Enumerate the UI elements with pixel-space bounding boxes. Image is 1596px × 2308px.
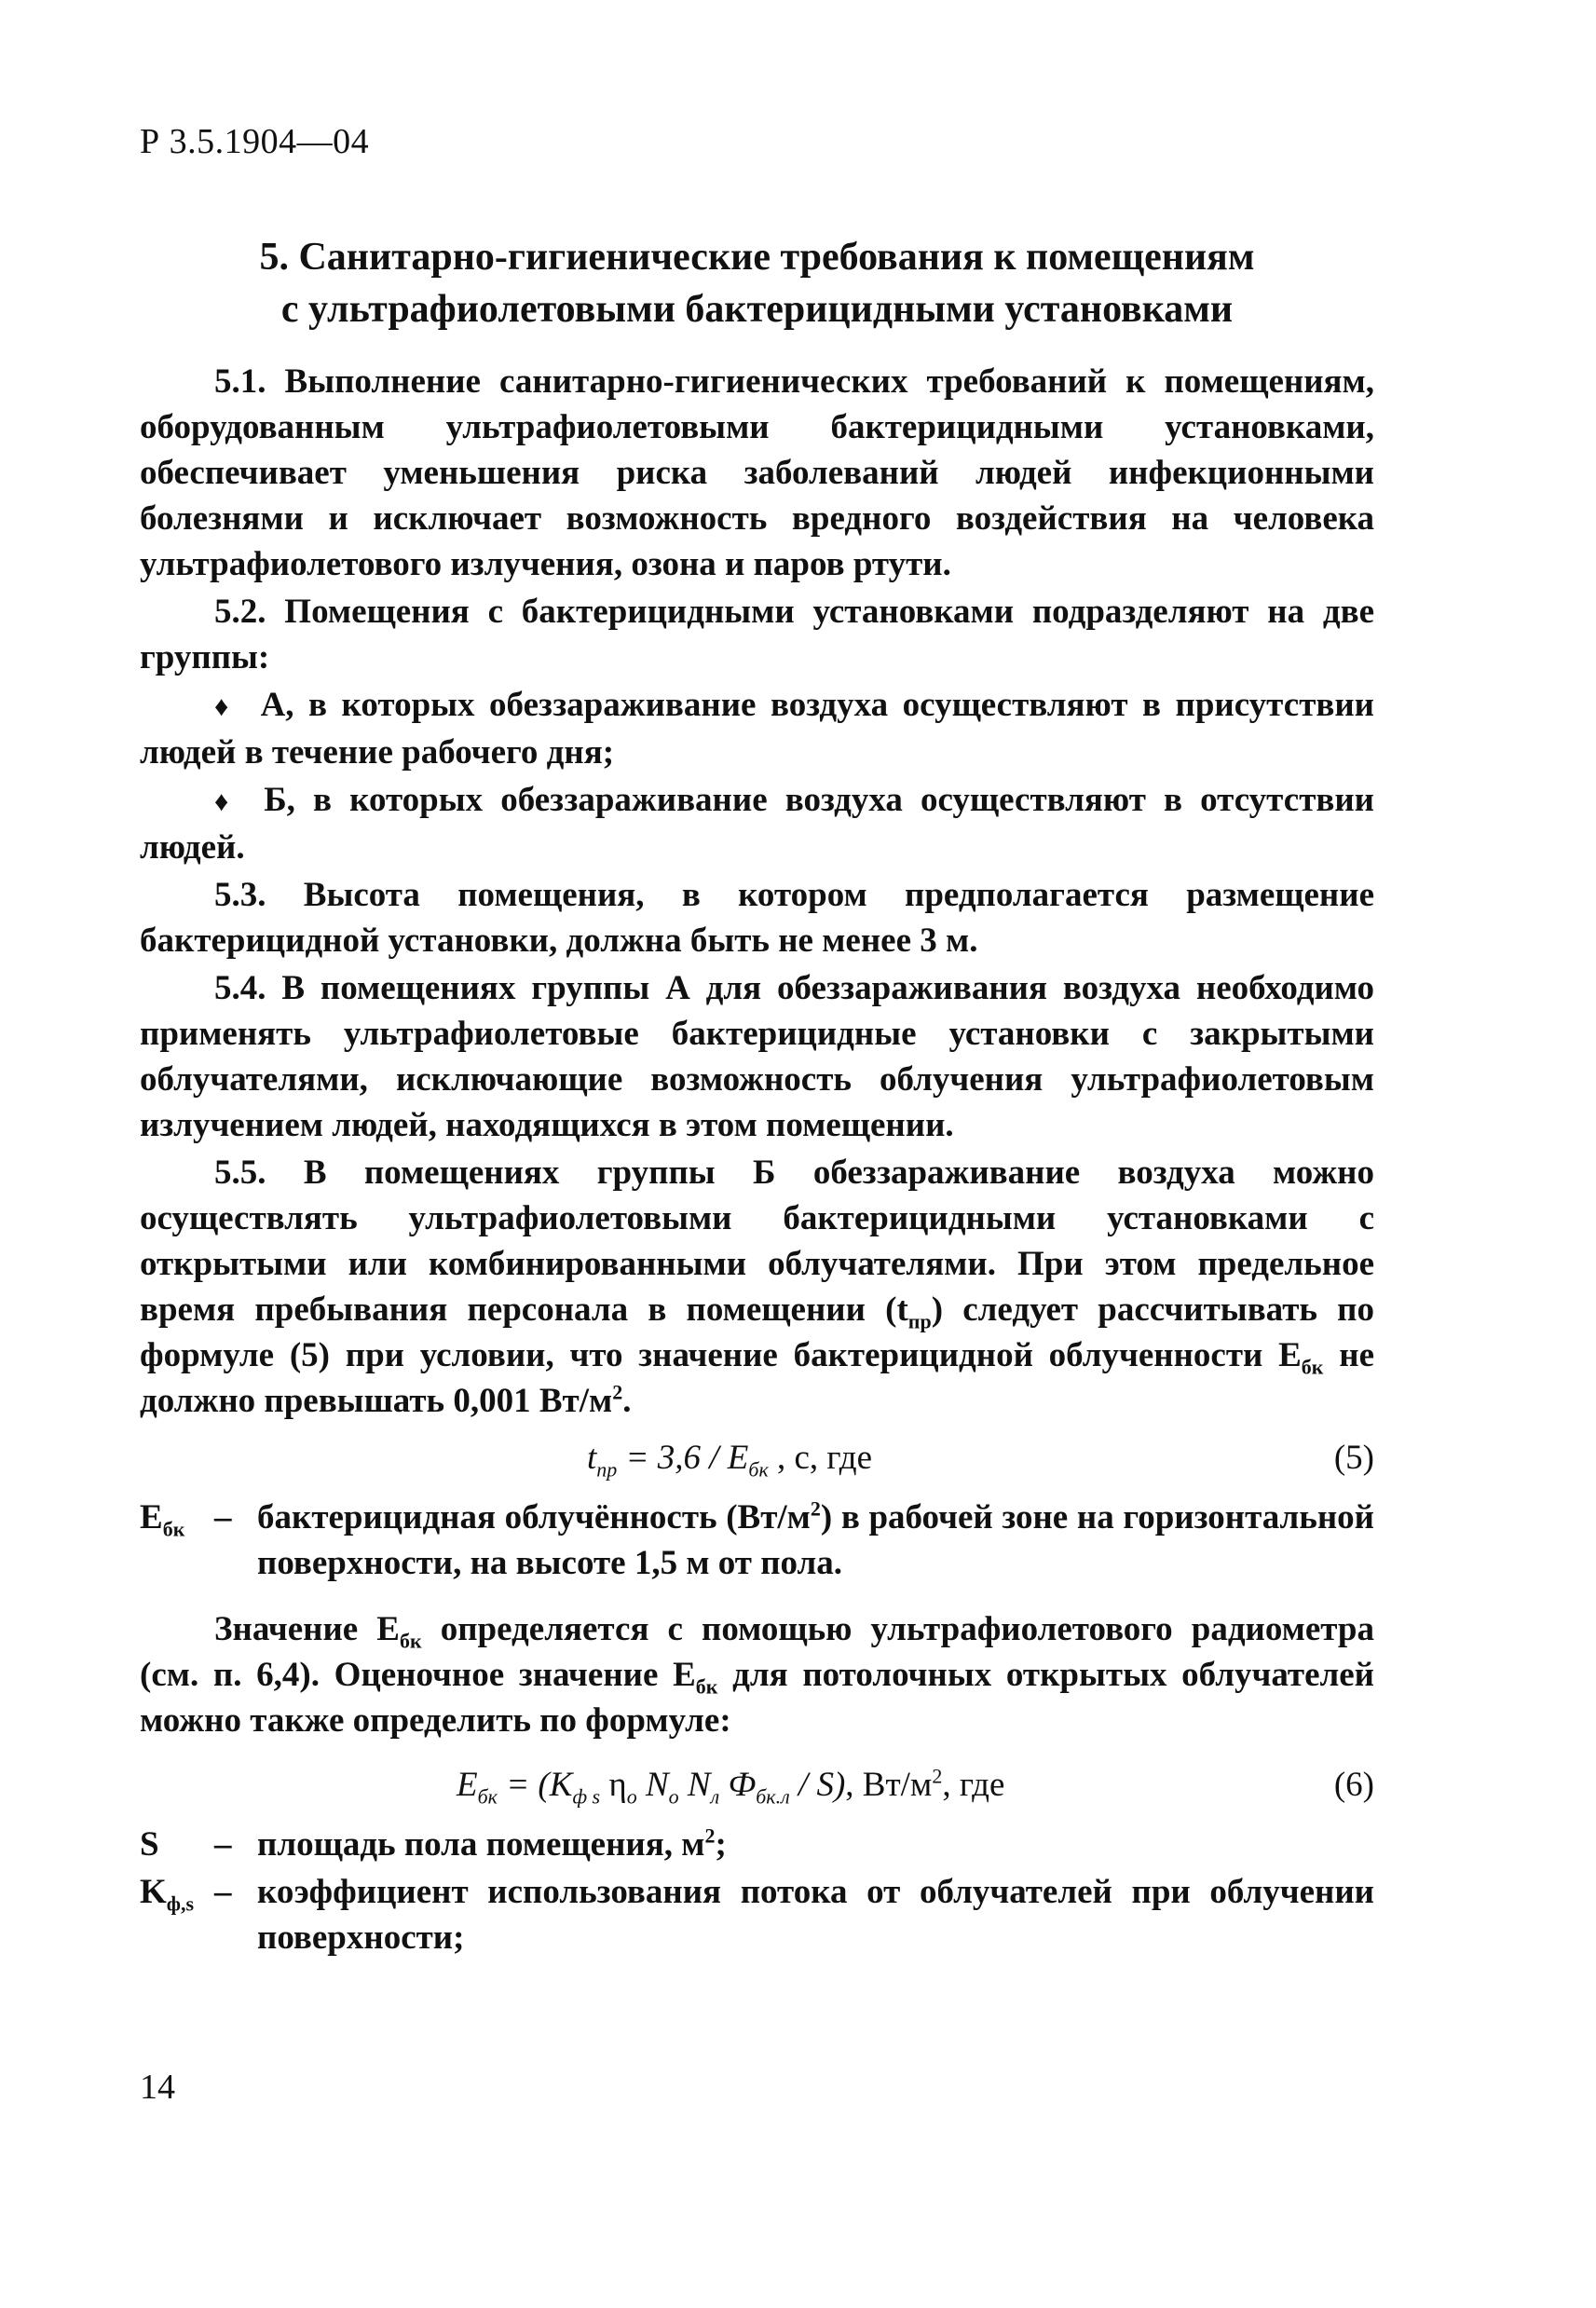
page-number: 14 <box>140 2068 175 2107</box>
p55-superscript: 2 <box>612 1380 623 1404</box>
def-e-sym: E <box>140 1498 163 1536</box>
paragraph-5-3: 5.3. Высота помещения, в котором предполагается размещение бактерицидной установки, должна быть не менее 3 м. <box>140 876 1374 960</box>
def-s-text-1: площадь пола помещения, м <box>257 1825 705 1864</box>
f6-eta: η <box>600 1766 627 1804</box>
pv-text-1: Значение Е <box>214 1610 400 1648</box>
definition-k <box>140 1869 1374 1960</box>
definition-k-symbol <box>140 1869 214 1960</box>
formula-6 <box>140 1762 1374 1816</box>
bullet-a-text: А, в которых обеззараживание воздуха осуществляют в присутствии людей в течение рабочего дня; <box>140 686 1374 772</box>
paragraph-5-4: 5.4. В помещениях группы А для обеззараживания воздуха необходимо применять ультрафиолетовые бактерицидные установки с закрытыми облучателями, исключающие возможность облучения ультрафиолетовым излучением людей, находящихся в этом помещении. <box>140 969 1374 1144</box>
bullet-item-b <box>140 777 1374 870</box>
formula-5-t-sub: пр <box>596 1457 618 1482</box>
diamond-bullet-icon: ♦ <box>214 786 239 817</box>
pv-sub-1: бк <box>399 1629 422 1653</box>
p55-text-4: . <box>622 1382 632 1420</box>
pv-text-3: для потолочных открытых облучателей можно также определить по формуле: <box>140 1656 1374 1740</box>
def-k-sym: K <box>140 1873 167 1911</box>
section-title-line-2: с ультрафиолетовыми бактерицидными установками <box>280 288 1234 331</box>
section-heading <box>140 231 1374 335</box>
formula-5-expr: = 3,6 / E <box>617 1439 749 1477</box>
f6-lhs: E <box>457 1766 478 1804</box>
f6-eq: = (K <box>497 1766 573 1804</box>
definition-k-dash: – <box>214 1873 232 1911</box>
def-s-text-2: ; <box>715 1825 727 1864</box>
formula-6-number: (6) <box>1333 1766 1374 1804</box>
def-e-text-2: ) в рабочей зоне на горизонтальной поверхности, на высоте 1,5 м от пола. <box>257 1498 1374 1582</box>
bullet-item-a <box>140 682 1374 775</box>
formula-5-expression <box>587 1435 872 1481</box>
diamond-bullet-icon: ♦ <box>214 691 235 722</box>
definition-s <box>140 1822 1374 1867</box>
definition-s-text <box>257 1822 1374 1867</box>
definition-k-text: коэффициент использования потока от облучателей при облучении поверхности; <box>257 1873 1374 1957</box>
f6-eta-sub: o <box>626 1784 637 1809</box>
def-e-sup: 2 <box>810 1496 821 1521</box>
formula-5 <box>140 1435 1374 1489</box>
f6-nl-sub: л <box>710 1784 720 1809</box>
f6-n-sub: o <box>668 1784 679 1809</box>
pv-text-2: определяется с помощью ультрафиолетового радиометра (см. п. 6,4). Оценочное значение Е <box>140 1610 1374 1694</box>
section-title-line-1: 5. Санитарно-гигиенические требования к помещениям <box>259 236 1255 279</box>
formula-5-tail: , с, где <box>768 1439 873 1477</box>
f6-lhs-sub: бк <box>477 1784 498 1809</box>
formula-5-number: (5) <box>1333 1439 1374 1477</box>
definition-e-symbol <box>140 1495 214 1586</box>
f6-nl: N <box>678 1766 711 1804</box>
p55-subscript-1: пр <box>907 1309 932 1333</box>
paragraph-5-2: 5.2. Помещения с бактерицидными установками подразделяют на две группы: <box>140 593 1374 676</box>
p55-text-3: не должно превышать 0,001 Вт/м <box>140 1336 1374 1420</box>
f6-units-sup: 2 <box>932 1764 943 1788</box>
paragraph-value-e-bk <box>140 1606 1374 1743</box>
definition-e-dash: – <box>214 1498 232 1536</box>
def-e-text-1: бактерицидная облучённость (Вт/м <box>257 1498 811 1536</box>
document-body <box>140 359 1374 1962</box>
paragraph-5-5 <box>140 1150 1374 1424</box>
f6-phi: Ф <box>719 1766 757 1804</box>
def-e-sym-sub: бк <box>162 1517 185 1541</box>
f6-k-sub: ф s <box>572 1784 601 1809</box>
f6-n: N <box>636 1766 669 1804</box>
definition-s-dash: – <box>214 1825 232 1864</box>
formula-5-e-sub: бк <box>748 1457 769 1482</box>
definition-e-bk <box>140 1495 1374 1586</box>
p55-subscript-2: бк <box>1301 1355 1324 1379</box>
p55-text-2: ) следует рассчитывать по формуле (5) при условии, что значение бактерицидной облученности Е <box>140 1291 1374 1374</box>
f6-tail: , где <box>942 1766 1005 1804</box>
document-code: Р 3.5.1904—04 <box>140 122 370 161</box>
formula-6-expression <box>457 1762 1004 1808</box>
definition-s-symbol: S <box>140 1825 159 1864</box>
f6-phi-sub: бк.л <box>756 1784 790 1809</box>
def-s-sup: 2 <box>704 1823 716 1848</box>
p55-text-1: 5.5. В помещениях группы Б обеззараживание воздуха можно осуществлять ультрафиолетовыми бактерицидными установками с открытыми или комбинированными облучателями. При этом предельное время пребывания персонала в помещении (t <box>140 1154 1374 1329</box>
f6-close: / S) <box>789 1766 846 1804</box>
paragraph-5-1: 5.1. Выполнение санитарно-гигиенических требований к помещениям, оборудованным ультрафиолетовыми бактерицидными установками, обеспечивает уменьшения риска заболеваний людей инфекционными болезнями и исключает возможность вредного воздействия на человека ультрафиолетового излучения, озона и паров ртути. <box>140 362 1374 583</box>
formula-5-t: t <box>587 1439 597 1477</box>
definition-e-text <box>257 1495 1374 1586</box>
def-k-sym-sub: ф,s <box>166 1891 195 1916</box>
f6-units: , Вт/м <box>845 1766 933 1804</box>
pv-sub-2: бк <box>695 1674 718 1699</box>
bullet-b-text: Б, в которых обеззараживание воздуха осуществляют в отсутствии людей. <box>140 781 1374 867</box>
